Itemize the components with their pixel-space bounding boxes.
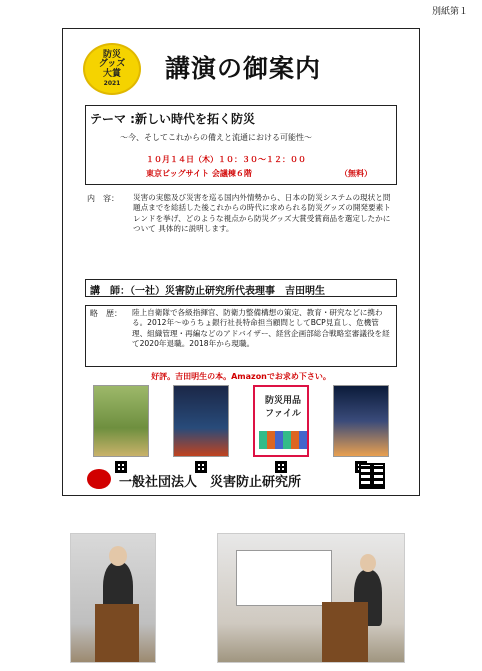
theme-subtitle: 〜今、そしてこれからの備えと流通における可能性〜 [120, 133, 312, 142]
photo-speaker-head [109, 546, 127, 566]
photo-lecture-podium [322, 602, 368, 663]
content-section [87, 193, 397, 271]
bio-text: 陸上自衛隊で各級指揮官、防衛力整備構想の策定、教育・研究などに携わる。2012年〜ゆうちょ銀行社長特命担当顧問としてBCP見直し、危機管理、組織管理・再編などのアドバイザー、経営企画部総合戦略室審議役を経て2020年退職。2018年から現職。 [132, 308, 390, 348]
book-note: 好評。吉田明生の本。Amazonでお求め下さい。 [151, 372, 331, 381]
book-cover-4 [333, 385, 389, 457]
flyer-title: 講演の御案内 [165, 54, 322, 83]
lecturer-box: 講 師：（一社）災害防止研究所代表理事 吉田明生 [85, 279, 397, 297]
theme-box [85, 105, 397, 185]
book-cover-1 [93, 385, 149, 457]
book-cover-3 [253, 385, 309, 457]
photo-podium [95, 604, 139, 663]
book-cover-3-illustration [259, 431, 307, 449]
event-fee: （無料） [340, 169, 372, 178]
photo-speaker-podium [70, 533, 156, 663]
photo-lecturer-head [360, 554, 376, 572]
org-logo-icon [87, 469, 111, 489]
photo-lecture-hall [217, 533, 405, 663]
event-date: １０月１４日（木）１０：３０〜１２：００ [146, 155, 306, 164]
lecture-flyer [62, 28, 420, 496]
award-logo-line-2: グッズ [98, 59, 126, 70]
award-logo-line-3: 大賞 [102, 68, 121, 79]
award-logo [83, 43, 141, 95]
page-corner-label: 別紙第１ [431, 7, 468, 17]
award-logo-line-1: 防災 [102, 49, 121, 60]
event-venue: 東京ビッグサイト 会議棟６階 [146, 169, 252, 178]
award-logo-year: 2021 [103, 80, 121, 87]
book-cover-3-title: 防災用品ファイル [264, 396, 301, 419]
photo-projection-screen [236, 550, 332, 606]
theme-line: テーマ :新しい時代を拓く防災 [90, 112, 255, 126]
content-label: 内 容： [87, 194, 119, 203]
book-cover-2 [173, 385, 229, 457]
content-text: 災害の実態及び災害を巡る国内外情勢から、日本の防災システムの現状と問題点までを総括した後これからの時代に求められる防災グッズの開発要素トレンドを挙げ、どのような視点から防災グッズ大賞受賞商品を選定したかについて 具体的に説明します。 [133, 193, 391, 233]
bio-label: 略 歴： [90, 309, 122, 318]
footer-org-name: 一般社団法人 災害防止研究所 [119, 475, 302, 490]
footer-qr-code [359, 463, 385, 489]
bio-section [85, 305, 397, 367]
